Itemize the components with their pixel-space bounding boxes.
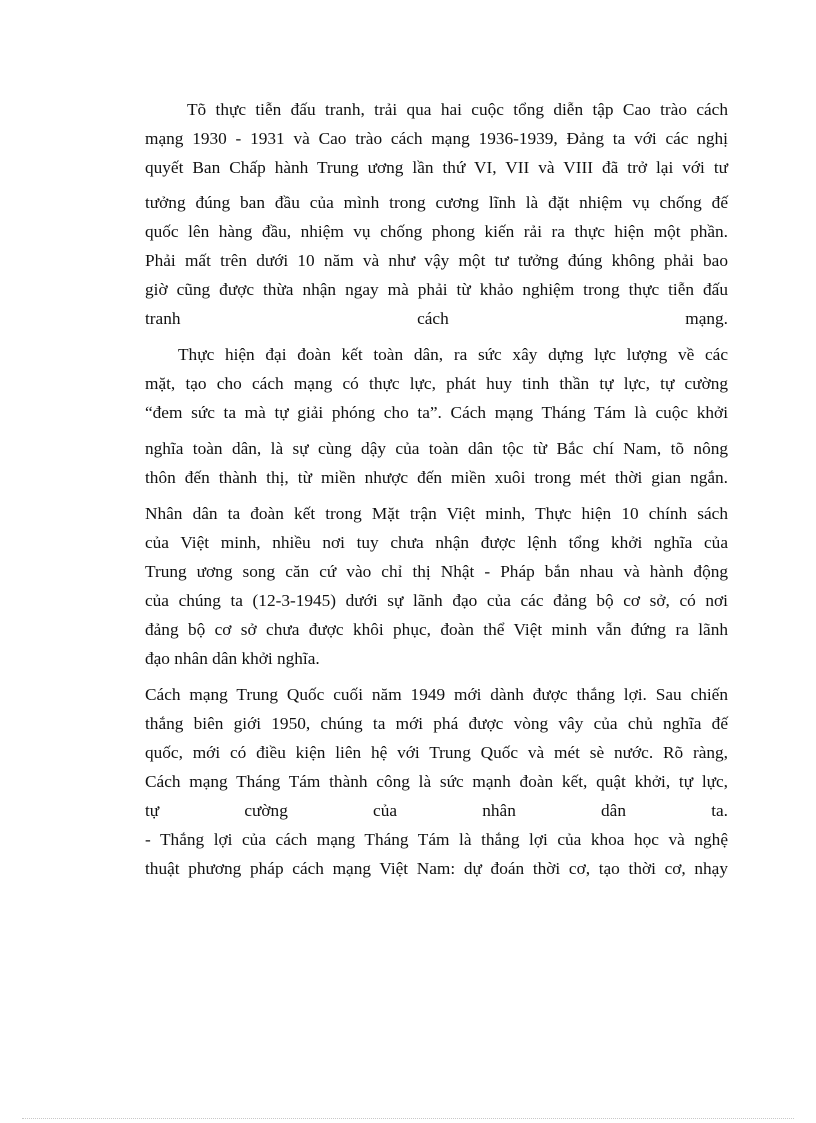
- text-line: của Việt minh, nhiều nơi tuy chưa nhận được lệnh tổng khởi nghĩa của: [145, 533, 728, 552]
- text-line: nghĩa toàn dân, là sự cùng dậy của toàn dân tộc từ Bắc chí Nam, tõ nông: [145, 439, 728, 458]
- text-line: Nhân dân ta đoàn kết trong Mặt trận Việt minh, Thực hiện 10 chính sách: [145, 504, 728, 523]
- text-line: của chúng ta (12-3-1945) dưới sự lãnh đạo của các đảng bộ cơ sở, có nơi: [145, 591, 728, 610]
- text-line: tranh cách mạng.: [145, 309, 728, 328]
- text-line: Cách mạng Trung Quốc cuối năm 1949 mới dành được thắng lợi. Sau chiến: [145, 685, 728, 704]
- text-line: mặt, tạo cho cách mạng có thực lực, phát huy tinh thần tự lực, tự cường: [145, 374, 728, 393]
- text-line: Phải mất trên dưới 10 năm và như vậy một tư tưởng đúng không phải bao: [145, 251, 728, 270]
- text-line: - Thắng lợi của cách mạng Tháng Tám là thắng lợi của khoa học và nghệ: [145, 830, 728, 849]
- text-line: đảng bộ cơ sở chưa được khôi phục, đoàn thể Việt minh vẫn đứng ra lãnh: [145, 620, 728, 639]
- text-line: mạng 1930 - 1931 và Cao trào cách mạng 1936-1939, Đảng ta với các nghị: [145, 129, 728, 148]
- text-line: “đem sức ta mà tự giải phóng cho ta”. Cách mạng Tháng Tám là cuộc khởi: [145, 403, 728, 422]
- text-line: thôn đến thành thị, từ miền nhược đến miền xuôi trong mét thời gian ngắn.: [145, 468, 728, 487]
- text-line: Tõ thực tiễn đấu tranh, trải qua hai cuộc tổng diễn tập Cao trào cách: [187, 100, 728, 119]
- text-line: Cách mạng Tháng Tám thành công là sức mạnh đoàn kết, quật khởi, tự lực,: [145, 772, 728, 791]
- text-line: tưởng đúng ban đầu của mình trong cương lĩnh là đặt nhiệm vụ chống đế: [145, 193, 728, 212]
- text-line: Thực hiện đại đoàn kết toàn dân, ra sức xây dựng lực lượng về các: [178, 345, 728, 364]
- text-line: quốc, mới có điều kiện liên hệ với Trung Quốc và mét sè nước. Rõ ràng,: [145, 743, 728, 762]
- text-line: thuật phương pháp cách mạng Việt Nam: dự đoán thời cơ, tạo thời cơ, nhạy: [145, 859, 728, 878]
- text-line: thắng biên giới 1950, chúng ta mới phá được vòng vây của chủ nghĩa đế: [145, 714, 728, 733]
- text-line: Trung ương song căn cứ vào chỉ thị Nhật - Pháp bắn nhau và hành động: [145, 562, 728, 581]
- text-line: tự cường của nhân dân ta.: [145, 801, 728, 820]
- text-line: quyết Ban Chấp hành Trung ương lần thứ VI, VII và VIII đã trở lại với tư: [145, 158, 728, 177]
- text-line: giờ cũng được thừa nhận ngay mà phải từ khảo nghiệm trong thực tiễn đấu: [145, 280, 728, 299]
- text-line: đạo nhân dân khởi nghĩa.: [145, 649, 320, 668]
- text-line: quốc lên hàng đầu, nhiệm vụ chống phong kiến rải ra thực hiện một phần.: [145, 222, 728, 241]
- page-bottom-divider: [22, 1118, 794, 1119]
